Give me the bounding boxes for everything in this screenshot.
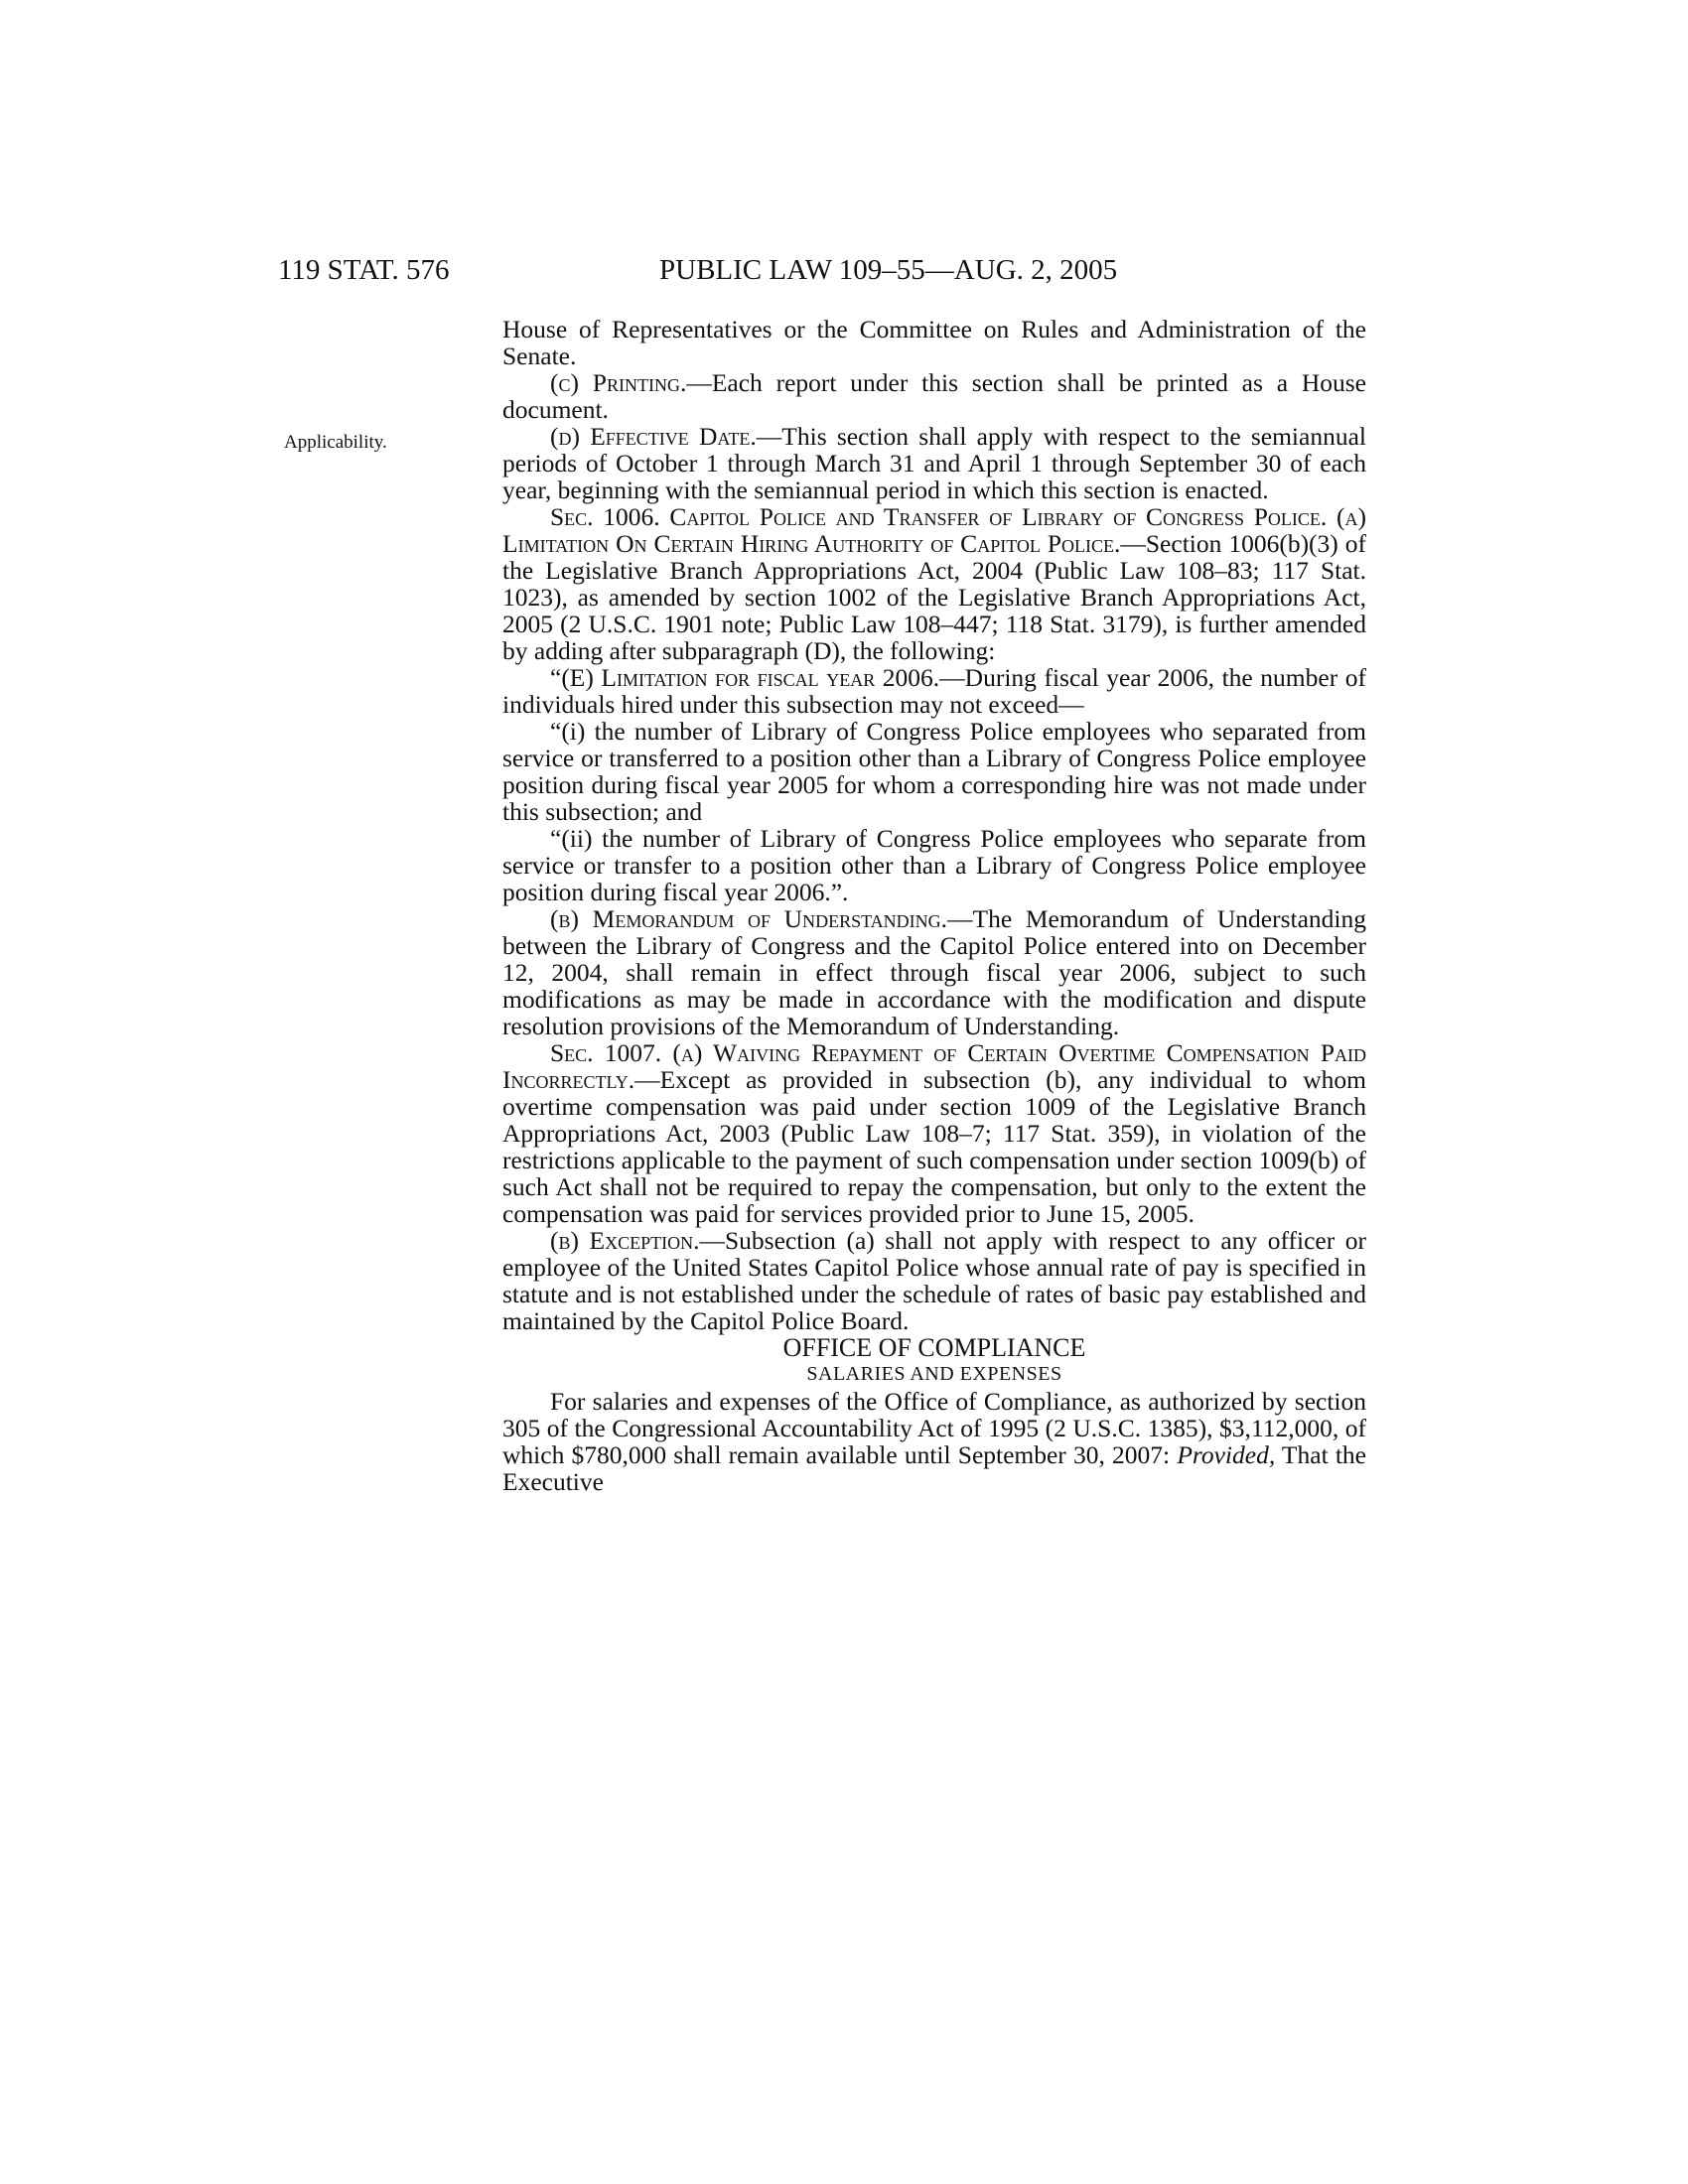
section-subheading: SALARIES AND EXPENSES <box>806 1363 1062 1385</box>
section-1006-label: Sec. 1006. Capitol Police and Transfer of Library of Congress Police. (a) Limitation On Certain Hiring Authority of Capitol Police. <box>502 502 1366 558</box>
clause-i: “(i) the number of Library of Congress Police employees who separated from service or transferred to a position other than a Library of Congress Police employee position during fiscal year 2005 for whom a corresponding hire was not made under this subsection; and <box>502 717 1366 826</box>
stat-page-number: 119 STAT. 576 <box>278 254 450 286</box>
section-1006 <box>502 503 1366 664</box>
exception-label: (b) Exception. <box>550 1226 700 1255</box>
appropriation-tail: That the Executive <box>502 1440 1366 1496</box>
subparagraph-e <box>502 664 1366 718</box>
exception-text: —Subsection (a) shall not apply with respect to any officer or employee of the United States Capitol Police whose annual rate of pay is specified in statute and is not established under the schedule of rates of basic pay established and maintained by the Capitol Police Board. <box>502 1226 1366 1335</box>
subparagraph-e-text: —During fiscal year 2006, the number of individuals hired under this subsection may not exceed— <box>502 663 1366 719</box>
margin-note-applicability: Applicability. <box>284 432 387 453</box>
paragraph-b-memorandum <box>502 905 1366 1039</box>
paragraph-c-text: —Each report under this section shall be printed as a House document. <box>502 368 1366 424</box>
paragraph-d-text: —This section shall apply with respect to the semiannual periods of October 1 through March 31 and April 1 through September 30 of each year, beginning with the semiannual period in which this section is enacted. <box>502 422 1366 504</box>
paragraph-b-exception <box>502 1227 1366 1334</box>
clause-ii: “(ii) the number of Library of Congress Police employees who separate from service or transfer to a position other than a Library of Congress Police employee position during fiscal year 2006.”. <box>502 824 1366 906</box>
paragraph-c-label: (c) Printing. <box>550 368 687 397</box>
subparagraph-e-label: “(E) Limitation for fiscal year 2006. <box>550 663 940 692</box>
paragraph-d-label: (d) Effective Date. <box>550 422 757 451</box>
provided-italic: Provided, <box>1177 1440 1276 1469</box>
paragraph-continuation: House of Representatives or the Committee on Rules and Administration of the Senate. <box>502 315 1366 370</box>
paragraph-c-printing <box>502 369 1366 423</box>
section-1007-text: —Except as provided in subsection (b), any individual to whom overtime compensation was paid under section 1009 of the Legislative Branch Appropriations Act, 2003 (Public Law 108–7; 117 Stat. 359), in violation of the restrictions applicable to the payment of such compensation under section 1009(b) of such Act shall not be required to repay the compensation, but only to the extent the compensation was paid for services provided prior to June 15, 2005. <box>502 1065 1366 1228</box>
paragraph-d-effective-date <box>502 423 1366 503</box>
paragraph-b-text: —The Memorandum of Understanding between the Library of Congress and the Capitol Police entered into on December 12, 2004, shall remain in effect through fiscal year 2006, subject to such modifications as may be made in accordance with the modification and dispute resolution provisions of the Memorandum of Understanding. <box>502 904 1366 1040</box>
section-1007 <box>502 1039 1366 1227</box>
section-1007-label: Sec. 1007. (a) Waiving Repayment of Certain Overtime Compensation Paid Incorrectly. <box>502 1038 1366 1094</box>
appropriation-paragraph <box>502 1388 1366 1495</box>
paragraph-b-label: (b) Memorandum of Understanding. <box>550 904 948 933</box>
section-heading: OFFICE OF COMPLIANCE <box>782 1333 1086 1362</box>
document-body <box>502 316 1366 1495</box>
running-head <box>0 250 1688 290</box>
section-1006-text: —Section 1006(b)(3) of the Legislative Branch Appropriations Act, 2004 (Public Law 108–83; 117 Stat. 1023), as amended by section 1002 of the Legislative Branch Appropriations Act, 2005 (2 U.S.C. 1901 note; Public Law 108–447; 118 Stat. 3179), is further amended by adding after subparagraph (D), the following: <box>502 529 1366 665</box>
page-title: PUBLIC LAW 109–55—AUG. 2, 2005 <box>659 254 1118 286</box>
appropriation-text: For salaries and expenses of the Office of Compliance, as authorized by section 305 of the Congressional Accountability Act of 1995 (2 U.S.C. 1385), $3,112,000, of which $780,000 shall remain available until September 30, 2007: <box>502 1387 1366 1469</box>
